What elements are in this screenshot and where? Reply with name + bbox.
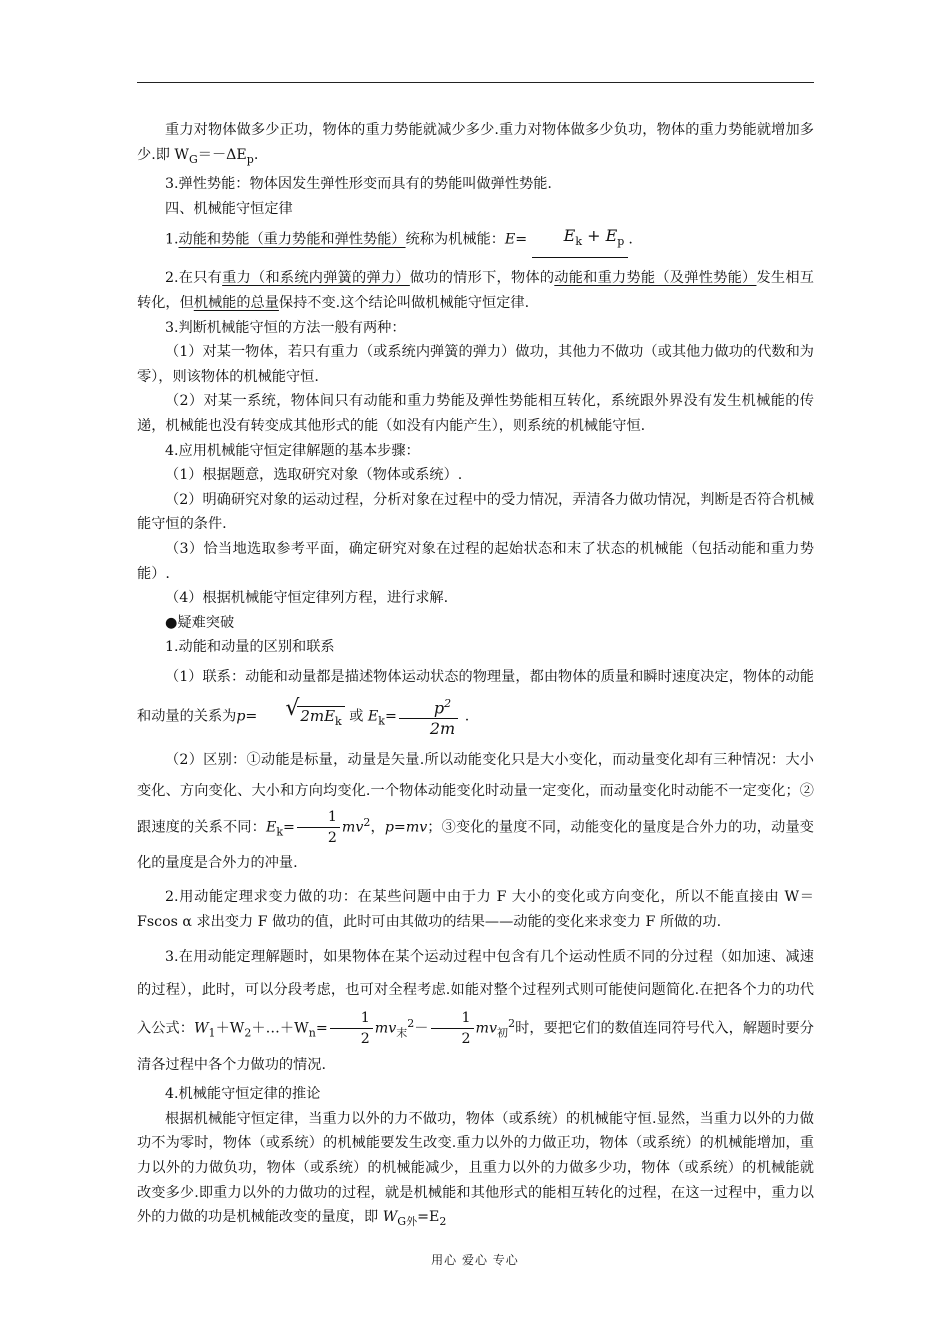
paragraph-step-1: （1）根据题意，选取研究对象（物体或系统）.	[165, 467, 463, 484]
paragraph-steps-heading: 4.应用机械能守恒定律解题的基本步骤：	[165, 442, 420, 459]
paragraph-gravity-work: 重力对物体做多少正功，物体的重力势能就减少多少.重力对物体做多少负功，物体的重力势能就增加多少.即 $W_G=-\Delta E_p$.	[137, 122, 814, 166]
paragraph-mechanical-energy-def: 1.动能和势能（重力势能和弹性势能）统称为机械能：$E= E_k + E_p$ .	[137, 221, 814, 258]
page-footer: 用心 爱心 专心	[431, 1253, 519, 1267]
paragraph-step-2: （2）明确研究对象的运动过程，分析对象在过程中的受力情况，弄清各力做功情况，判断是否符合机械能守恒的条件.	[137, 491, 814, 533]
document-body	[137, 118, 814, 1235]
paragraph-segmented-process: 3.在用动能定理解题时，如果物体在某个运动过程中包含有几个运动性质不同的分过程（如加速、减速的过程），此时，可以分段考虑，也可对全程考虑.如能对整个过程列式则可能使问题简化.在把各个力的功代入公式：$W_1+W_2+\dots+W_n=$ $\frac{1}{2}$ $mv_末^2-$ $\frac{1}{2}$ $mv_初^2$时，要把它们的数值连同符号代入，解题时要分清各过程中各个力做功的情况.	[137, 948, 814, 1074]
paragraph-step-3: （3）恰当地选取参考平面，确定研究对象在过程的起始状态和末了状态的机械能（包括动能和重力势能）.	[137, 540, 814, 582]
paragraph-difference: （2）区别：①动能是标量，动量是矢量.所以动能变化只是大小变化，而动量变化却有三种情况：大小变化、方向变化、大小和方向均变化.一个物体动能变化时动量一定变化，而动量变化时动能不一定变化；②跟速度的关系不同：$E_k=$ $\frac{1}{2}$ $mv^2$，p=mv；③变化的量度不同，动能变化的量度是合外力的功，动量变化的量度是合外力的冲量.	[137, 752, 814, 872]
paragraph-corollary: 根据机械能守恒定律，当重力以外的力不做功，物体（或系统）的机械能守恒.显然，当重力以外的力做功不为零时，物体（或系统）的机械能要发生改变.重力以外的力做正功，物体（或系统）的机械能增加，重力以外的力做负功，物体（或系统）的机械能减少，且重力以外的力做多少功，物体（或系统）的机械能就改变多少.即重力以外的力做功的过程，就是机械能和其他形式的能相互转化的过程，在这一过程中，重力以外的力做的功是机械能改变的量度，即 $W_{G外}=E_2$	[137, 1110, 814, 1228]
formula-half-final: $\frac{1}{2}$	[330, 1008, 373, 1049]
paragraph-corollary-heading: 4.机械能守恒定律的推论	[165, 1086, 321, 1103]
formula-p2-over-2m: $\frac{p^2}{2m}$	[399, 694, 458, 739]
paragraph-conservation-law: 2.在只有重力（和系统内弹簧的弹力）做功的情形下，物体的动能和重力势能（及弹性势能）发生相互转化，但机械能的总量保持不变.这个结论叫做机械能守恒定律.	[137, 270, 814, 311]
paragraph-step-4: （4）根据机械能守恒定律列方程，进行求解.	[165, 590, 449, 607]
formula-ek-ep: $E_k + E_p$	[532, 221, 629, 258]
section-heading-conservation: 四、机械能守恒定律	[165, 200, 293, 217]
paragraph-method-2: （2）对某一系统，物体间只有动能和重力势能及弹性势能相互转化，系统跟外界没有发生机械能的传递，机械能也没有转变成其他形式的能（如没有内能产生），则系统的机械能守恒.	[137, 393, 814, 434]
header-rule	[137, 82, 814, 83]
paragraph-difficulty-heading: ●疑难突破	[165, 614, 235, 631]
paragraph-judgement-methods: 3.判断机械能守恒的方法一般有两种：	[165, 319, 406, 336]
paragraph-elastic-energy: 3.弹性势能：物体因发生弹性形变而具有的势能叫做弹性势能.	[165, 176, 552, 193]
paragraph-relation: （1）联系：动能和动量都是描述物体运动状态的物理量，都由物体的质量和瞬时速度决定，物体的动能和动量的关系为p= √ $2mE_k$ 或 $E_k=$ $\frac{p^2}{2m}$ .	[137, 668, 814, 739]
paragraph-variable-force: 2.用动能定理求变力做的功：在某些问题中由于力 F 大小的变化或方向变化，所以不能直接由 W＝Fscos α 求出变力 F 做功的值，此时可由其做功的结果——动能的变化来求变力 F 所做的功.	[137, 889, 814, 931]
formula-half-mv2: $\frac{1}{2}$	[297, 807, 340, 848]
paragraph-ke-momentum-heading: 1.动能和动量的区别和联系	[165, 639, 335, 656]
formula-half-initial: $\frac{1}{2}$	[431, 1008, 474, 1049]
formula-sqrt-2mek: √ $2mE_k$	[257, 700, 344, 734]
paragraph-method-1: （1）对某一物体，若只有重力（或系统内弹簧的弹力）做功，其他力不做功（或其他力做功的代数和为零），则该物体的机械能守恒.	[137, 344, 814, 385]
